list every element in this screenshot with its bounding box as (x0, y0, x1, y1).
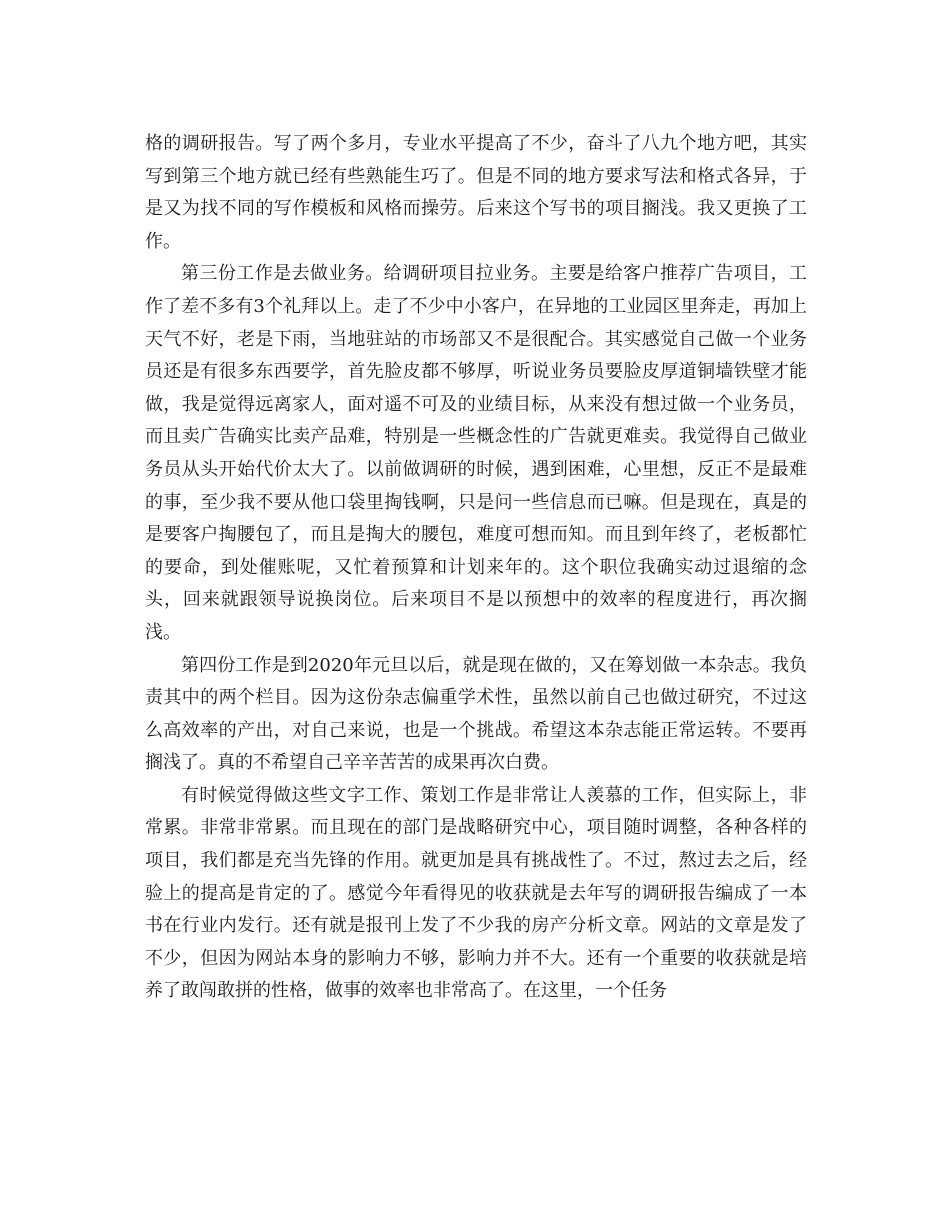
paragraph-3: 第四份工作是到2020年元旦以后，就是现在做的，又在筹划做一本杂志。我负责其中的两个栏目。因为这份杂志偏重学术性，虽然以前自己也做过研究，不过这么高效率的产出，对自己来说，也是一个挑战。希望这本杂志能正常运转。不要再搁浅了。真的不希望自己辛辛苦苦的成果再次白费。 (145, 654, 807, 774)
document-body (145, 128, 807, 1008)
paragraph-2: 第三份工作是去做业务。给调研项目拉业务。主要是给客户推荐广告项目，工作了差不多有3个礼拜以上。走了不少中小客户，在异地的工业园区里奔走，再加上天气不好，老是下雨，当地驻站的市场部又不是很配合。其实感觉自己做一个业务员还是有很多东西要学，首先脸皮都不够厚，听说业务员要脸皮厚道铜墙铁壁才能做，我是觉得远离家人，面对遥不可及的业绩目标，从来没有想过做一个业务员，而且卖广告确实比卖产品难，特别是一些概念性的广告就更难卖。我觉得自己做业务员从头开始代价太大了。以前做调研的时候，遇到困难，心里想，反正不是最难的事，至少我不要从他口袋里掏钱啊，只是问一些信息而已嘛。但是现在，真是的是要客户掏腰包了，而且是掏大的腰包，难度可想而知。而且到年终了，老板都忙的要命，到处催账呢，又忙着预算和计划来年的。这个职位我确实动过退缩的念头，回来就跟领导说换岗位。后来项目不是以预想中的效率的程度进行，再次搁浅。 (145, 263, 807, 643)
paragraph-4: 有时候觉得做这些文字工作、策划工作是非常让人羡慕的工作，但实际上，非常累。非常非常累。而且现在的部门是战略研究中心，项目随时调整，各种各样的项目，我们都是充当先锋的作用。就更加是具有挑战性了。不过，熬过去之后，经验上的提高是肯定的了。感觉今年看得见的收获就是去年写的调研报告编成了一本书在行业内发行。还有就是报刊上发了不少我的房产分析文章。网站的文章是发了不少，但因为网站本身的影响力不够，影响力并不大。还有一个重要的收获就是培养了敢闯敢拼的性格，做事的效率也非常高了。在这里，一个任务 (145, 784, 807, 1002)
paragraph-1: 格的调研报告。写了两个多月，专业水平提高了不少，奋斗了八九个地方吧，其实写到第三个地方就已经有些熟能生巧了。但是不同的地方要求写法和格式各异，于是又为找不同的写作模板和风格而操劳。后来这个写书的项目搁浅。我又更换了工作。 (145, 133, 807, 252)
